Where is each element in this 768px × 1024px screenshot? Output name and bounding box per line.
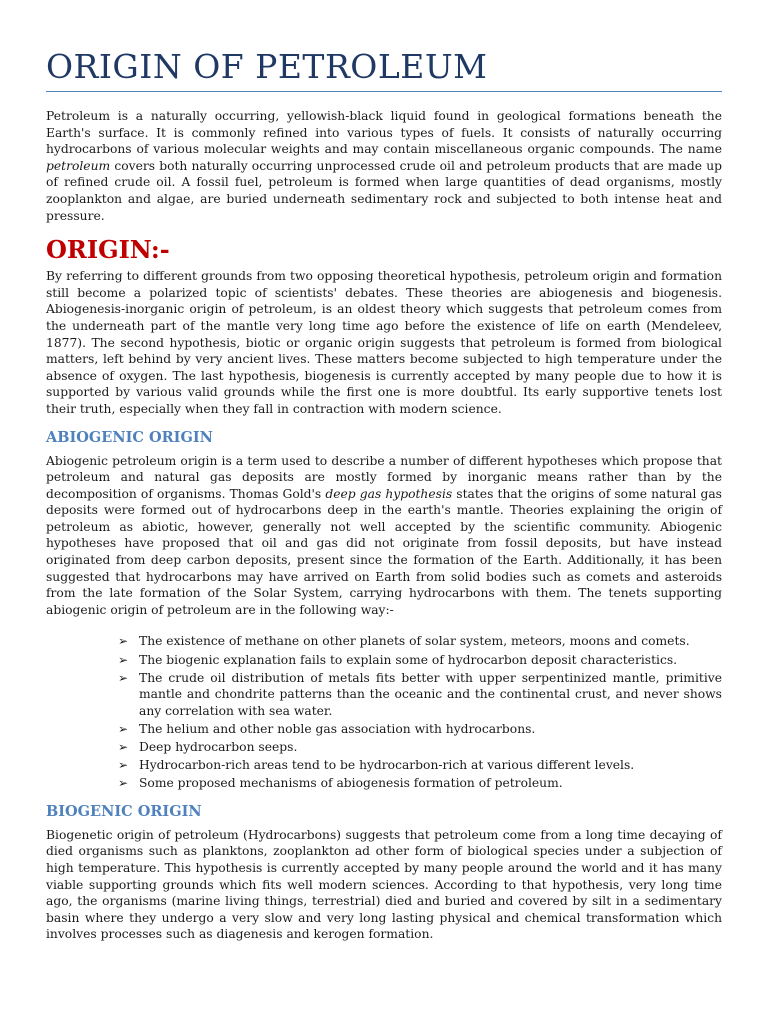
intro-italic-term: petroleum [46,158,111,173]
list-item-text: The biogenic explanation fails to explain some of hydrocarbon deposit characteristics. [139,652,678,667]
arrow-bullet-icon: ➢ [118,670,129,685]
biogenic-heading: BIOGENIC ORIGIN [46,802,202,820]
arrow-bullet-icon: ➢ [118,776,129,791]
list-item [118,721,722,738]
list-item-text: The crude oil distribution of metals fits better with upper serpentinized mantle, primitive mantle and chondrite patterns than the oceanic and the continental crust, and never shows any correlation with sea water. [139,670,722,718]
origin-heading: ORIGIN:- [46,235,170,265]
list-item-text: Deep hydrocarbon seeps. [139,740,298,754]
list-item [118,633,722,650]
arrow-bullet-icon: ➢ [118,652,129,667]
intro-paragraph [46,108,722,224]
list-item-text: The existence of methane on other planets of solar system, meteors, moons and comets. [139,634,690,649]
arrow-bullet-icon: ➢ [118,740,129,754]
arrow-bullet-icon: ➢ [118,634,129,649]
list-item [118,670,722,720]
page-title: ORIGIN OF PETROLEUM [46,47,488,86]
title-underline [46,91,722,92]
origin-paragraph: By referring to different grounds from two opposing theoretical hypothesis, petroleum origin and formation still become a polarized topic of scientists' debates. These theories are abiogenesis and biogenesis. Abiogenesis-inorganic origin of petroleum, is an oldest theory which suggests that petroleum comes from the underneath part of the mantle very long time ago before the existence of life on earth (Mendeleev, 1877). The second hypothesis, biotic or organic origin suggests that petroleum is formed from biological matters, left behind by very ancient lives. These matters become subjected to high temperature under the absence of oxygen. The last hypothesis, biogenesis is currently accepted by many people due to how it is supported by various valid grounds while the first one is more doubtful. Its early supportive tenets lost their truth, especially when they fall in contraction with modern science. [46,269,722,416]
biogenic-paragraph: Biogenetic origin of petroleum (Hydrocarbons) suggests that petroleum come from a long time decaying of died organisms such as planktons, zooplankton ad other form of biological species under a subjection of high temperature. This hypothesis is currently accepted by many people around the world and it has many viable supporting grounds which fits well modern sciences. According to that hypothesis, very long time ago, the organisms (marine living things, terrestrial) died and buried and covered by silt in a sedimentary basin where they undergo a very slow and very long lasting physical and chemical transformation which involves processes such as diagenesis and kerogen formation. [46,827,722,942]
arrow-bullet-icon: ➢ [118,721,129,736]
list-item [118,652,722,669]
list-item-text: Some proposed mechanisms of abiogenesis formation of petroleum. [139,776,563,791]
list-item [118,775,722,792]
arrow-bullet-icon: ➢ [118,758,129,773]
list-item-text: Hydrocarbon-rich areas tend to be hydrocarbon-rich at various different levels. [139,758,635,773]
intro-text-2: covers both naturally occurring unprocessed crude oil and petroleum products that are made up of refined crude oil. A fossil fuel, petroleum is formed when large quantities of dead organisms, mostly zooplankton and algae, are buried underneath sedimentary rock and subjected to both intense heat and pressure. [46,158,722,223]
abiogenic-text-1: Abiogenic petroleum origin is a term used to describe a number of different hypotheses which propose that petroleum and natural gas deposits are mostly formed by inorganic means rather than by the decomposition of organisms. Thomas Gold's [46,453,722,501]
list-item [118,757,722,774]
abiogenic-text-2: states that the origins of some natural gas deposits were formed out of hydrocarbons deep in the earth's mantle. Theories explaining the origin of petroleum as abiotic, however, generally not well accepted by the scientific community. Abiogenic hypotheses have proposed that oil and gas did not originate from fossil deposits, but have instead originated from deep carbon deposits, present since the formation of the Earth. Additionally, it has been suggested that hydrocarbons may have arrived on Earth from solid bodies such as comets and asteroids from the late formation of the Solar System, carrying hydrocarbons with them. The tenets supporting abiogenic origin of petroleum are in the following way:- [46,486,722,617]
list-item [118,739,722,756]
abiogenic-italic-term: deep gas hypothesis [325,486,453,501]
abiogenic-tenets-list [46,633,722,791]
abiogenic-paragraph [46,453,722,619]
list-item-text: The helium and other noble gas association with hydrocarbons. [139,721,536,736]
abiogenic-heading: ABIOGENIC ORIGIN [46,428,213,446]
intro-text-1: Petroleum is a naturally occurring, yellowish-black liquid found in geological formations beneath the Earth's surface. It is commonly refined into various types of fuels. It consists of naturally occurring hydrocarbons of various molecular weights and may contain miscellaneous organic compounds. The name [46,109,722,157]
